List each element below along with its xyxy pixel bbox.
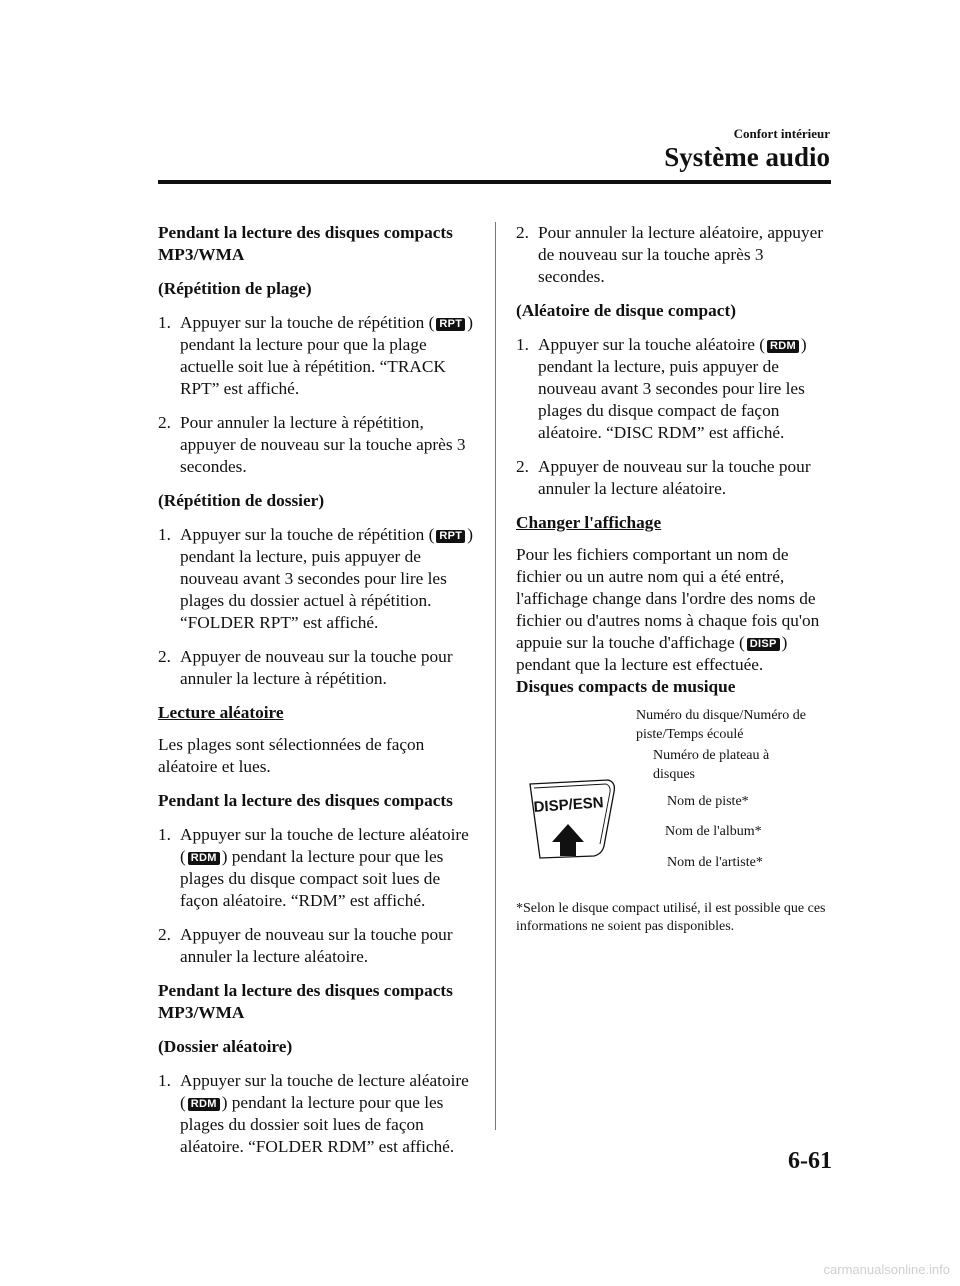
heading: Pendant la lecture des disques compacts MP3/WMA: [158, 981, 453, 1022]
step: [158, 412, 478, 478]
paragraph: Pour les fichiers comportant un nom de fichier ou un autre nom qui a été entré, l'affichage change dans l'ordre des noms de fichier ou d'autres noms à chaque fois qu'on appuie sur la touche d'affichage ( DISP ) pendant que la lecture est effectuée.: [516, 545, 820, 674]
footnote: *Selon le disque compact utilisé, il est possible que ces informations ne soient pas disponibles.: [516, 901, 826, 934]
heading: Pendant la lecture des disques compacts MP3/WMA: [158, 223, 453, 264]
paragraph: Les plages sont sélectionnées de façon aléatoire et lues.: [158, 735, 425, 776]
disp-key-icon: DISP: [747, 638, 780, 651]
rpt-key-icon: RPT: [436, 530, 465, 543]
step: [158, 312, 478, 400]
step-text: Appuyer sur la touche de lecture aléatoire ( RDM ) pendant la lecture pour que les plages du disque compact soit lues de façon aléatoire. “RDM” est affiché.: [180, 825, 469, 910]
section-heading: Lecture aléatoire: [158, 703, 284, 722]
rdm-key-icon: RDM: [188, 1098, 220, 1111]
step-number: 1.: [158, 313, 171, 332]
header-divider: [158, 180, 831, 184]
step: [158, 824, 478, 912]
header-section: Confort intérieur: [733, 126, 830, 141]
subheading: (Répétition de plage): [158, 279, 312, 298]
subheading: (Aléatoire de disque compact): [516, 301, 736, 320]
heading: Disques compacts de musique: [516, 677, 736, 696]
step-number: 2.: [516, 457, 529, 476]
right-column: [516, 222, 834, 936]
page-title: Système audio: [664, 142, 830, 172]
column-divider: [495, 222, 496, 1130]
step-text: Appuyer sur la touche de répétition ( RPT ) pendant la lecture pour que la plage actuelle soit lue à répétition. “TRACK RPT” est affiché.: [180, 313, 474, 398]
page-number: 6-61: [788, 1148, 832, 1174]
step-number: 1.: [516, 335, 529, 354]
step-text: Appuyer sur la touche de répétition ( RPT ) pendant la lecture, puis appuyer de nouveau avant 3 secondes pour lire les plages du dossier actuel à répétition. “FOLDER RPT” est affiché.: [180, 525, 474, 632]
step: [158, 524, 478, 634]
rdm-key-icon: RDM: [767, 340, 799, 353]
disp-esn-button-illustration: [522, 776, 622, 872]
caption-track-name: Nom de piste*: [667, 794, 749, 809]
step-number: 2.: [158, 925, 171, 944]
heading: Pendant la lecture des disques compacts: [158, 791, 453, 810]
rdm-key-icon: RDM: [188, 852, 220, 865]
step-number: 2.: [158, 413, 171, 432]
watermark: carmanualsonline.info: [823, 1262, 950, 1277]
step: [516, 222, 834, 288]
caption-tray-number: Numéro de plateau à disques: [653, 748, 770, 782]
subheading: (Dossier aléatoire): [158, 1037, 293, 1056]
step-text: Appuyer de nouveau sur la touche pour annuler la lecture aléatoire.: [538, 457, 811, 498]
subheading: (Répétition de dossier): [158, 491, 325, 510]
step-text: Pour annuler la lecture à répétition, appuyer de nouveau sur la touche après 3 secondes.: [180, 413, 466, 476]
step: [158, 646, 478, 690]
step-text: Appuyer de nouveau sur la touche pour annuler la lecture à répétition.: [180, 647, 453, 688]
step-text: Appuyer sur la touche de lecture aléatoire ( RDM ) pendant la lecture pour que les plages du dossier soit lues de façon aléatoire. “FOLDER RDM” est affiché.: [180, 1071, 469, 1156]
caption-artist-name: Nom de l'artiste*: [667, 855, 763, 870]
step-text: Appuyer de nouveau sur la touche pour annuler la lecture aléatoire.: [180, 925, 453, 966]
step-number: 1.: [158, 525, 171, 544]
caption-disc-track-time: Numéro du disque/Numéro de piste/Temps écoulé: [636, 708, 806, 742]
left-column: [158, 222, 478, 1170]
rpt-key-icon: RPT: [436, 318, 465, 331]
step: [158, 1070, 478, 1158]
step: [516, 334, 834, 444]
step: [516, 456, 834, 500]
step: [158, 924, 478, 968]
step-number: 1.: [158, 1071, 171, 1090]
section-heading: Changer l'affichage: [516, 513, 662, 532]
disp-esn-button-label: DISP/ESN: [533, 794, 605, 816]
step-number: 1.: [158, 825, 171, 844]
display-diagram: [516, 706, 834, 896]
step-number: 2.: [516, 223, 529, 242]
step-text: Pour annuler la lecture aléatoire, appuyer de nouveau sur la touche après 3 secondes.: [538, 223, 824, 286]
caption-album-name: Nom de l'album*: [665, 824, 762, 839]
step-number: 2.: [158, 647, 171, 666]
step-text: Appuyer sur la touche aléatoire ( RDM ) pendant la lecture, puis appuyer de nouveau avant 3 secondes pour lire les plages du disque compact de façon aléatoire. “DISC RDM” est affiché.: [538, 335, 807, 442]
